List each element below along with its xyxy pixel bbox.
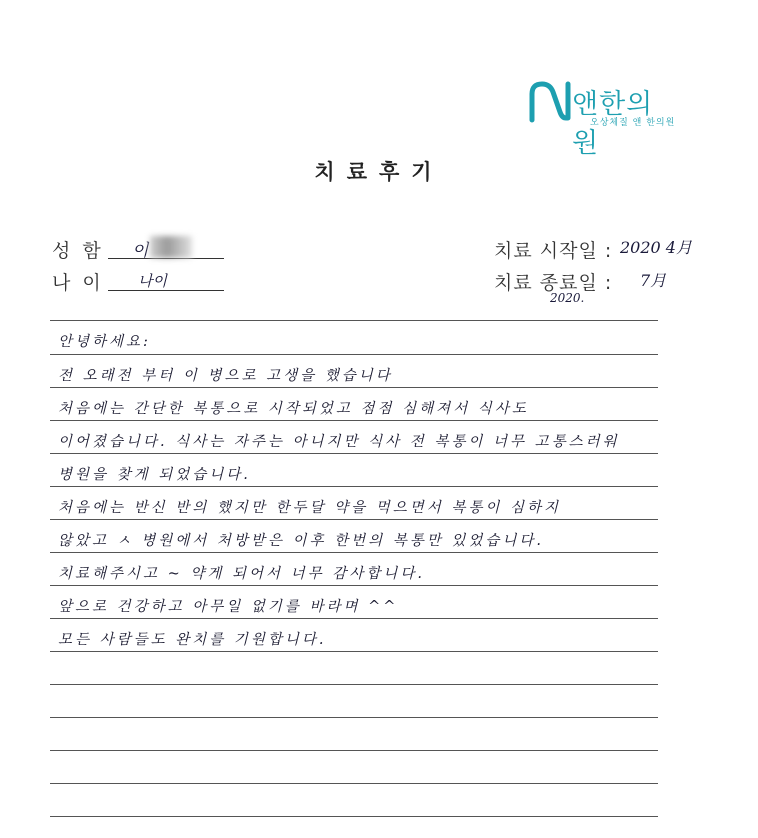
letter-line: 전 오래전 부터 이 병으로 고생을 했습니다 (58, 368, 393, 384)
ruled-line (50, 552, 658, 553)
ruled-line (50, 618, 658, 619)
letter-line: 병원을 찾게 되었습니다. (58, 467, 251, 483)
letter-line: 안녕하세요: (58, 334, 151, 350)
clinic-logo-icon (526, 78, 572, 128)
name-label: 성 함 (52, 240, 104, 262)
letter-line: 치료해주시고 ~ 약게 되어서 너무 감사합니다. (58, 566, 425, 582)
redacted-name (150, 236, 192, 258)
page-title: 치료후기 (314, 160, 444, 184)
ruled-line (50, 585, 658, 586)
end-date-value: 7月 (640, 271, 667, 290)
letter-line: 않았고 ㅅ 병원에서 처방받은 이후 한번의 복통만 있었습니다. (58, 533, 545, 549)
name-underline (108, 258, 224, 259)
letter-line: 처음에는 간단한 복통으로 시작되었고 점점 심해져서 식사도 (58, 401, 529, 417)
ruled-line (50, 519, 658, 520)
clinic-subtitle: 오상체질 앤 한의원 (590, 118, 676, 128)
end-date-year: 2020. (550, 291, 585, 305)
ruled-line (50, 750, 658, 751)
ruled-line (50, 816, 658, 817)
ruled-line (50, 453, 658, 454)
end-date-label: 치료 종료일 : (494, 272, 613, 294)
letter-line: 처음에는 반신 반의 했지만 한두달 약을 먹으면서 복통이 심하지 (58, 500, 562, 516)
letter-line: 모든 사람들도 완치를 기원합니다. (58, 632, 327, 648)
letter-line: 이어졌습니다. 식사는 자주는 아니지만 식사 전 복통이 너무 고통스러워 (58, 434, 620, 450)
clinic-name: 앤한의원 (572, 89, 654, 159)
clinic-logo (526, 78, 676, 159)
ruled-line (50, 486, 658, 487)
age-label: 나 이 (52, 272, 104, 294)
start-date-label: 치료 시작일 : (494, 240, 613, 262)
ruled-line (50, 651, 658, 652)
ruled-line (50, 420, 658, 421)
ruled-line (50, 783, 658, 784)
ruled-line (50, 717, 658, 718)
ruled-line (50, 354, 658, 355)
age-value: 나이 (138, 272, 167, 290)
ruled-line (50, 320, 658, 321)
letter-line: 앞으로 건강하고 아무일 없기를 바라며 ^^ (58, 599, 399, 615)
start-date-value: 2020 4月 (620, 238, 692, 257)
ruled-line (50, 387, 658, 388)
ruled-line (50, 684, 658, 685)
name-value: 이 (132, 241, 149, 261)
